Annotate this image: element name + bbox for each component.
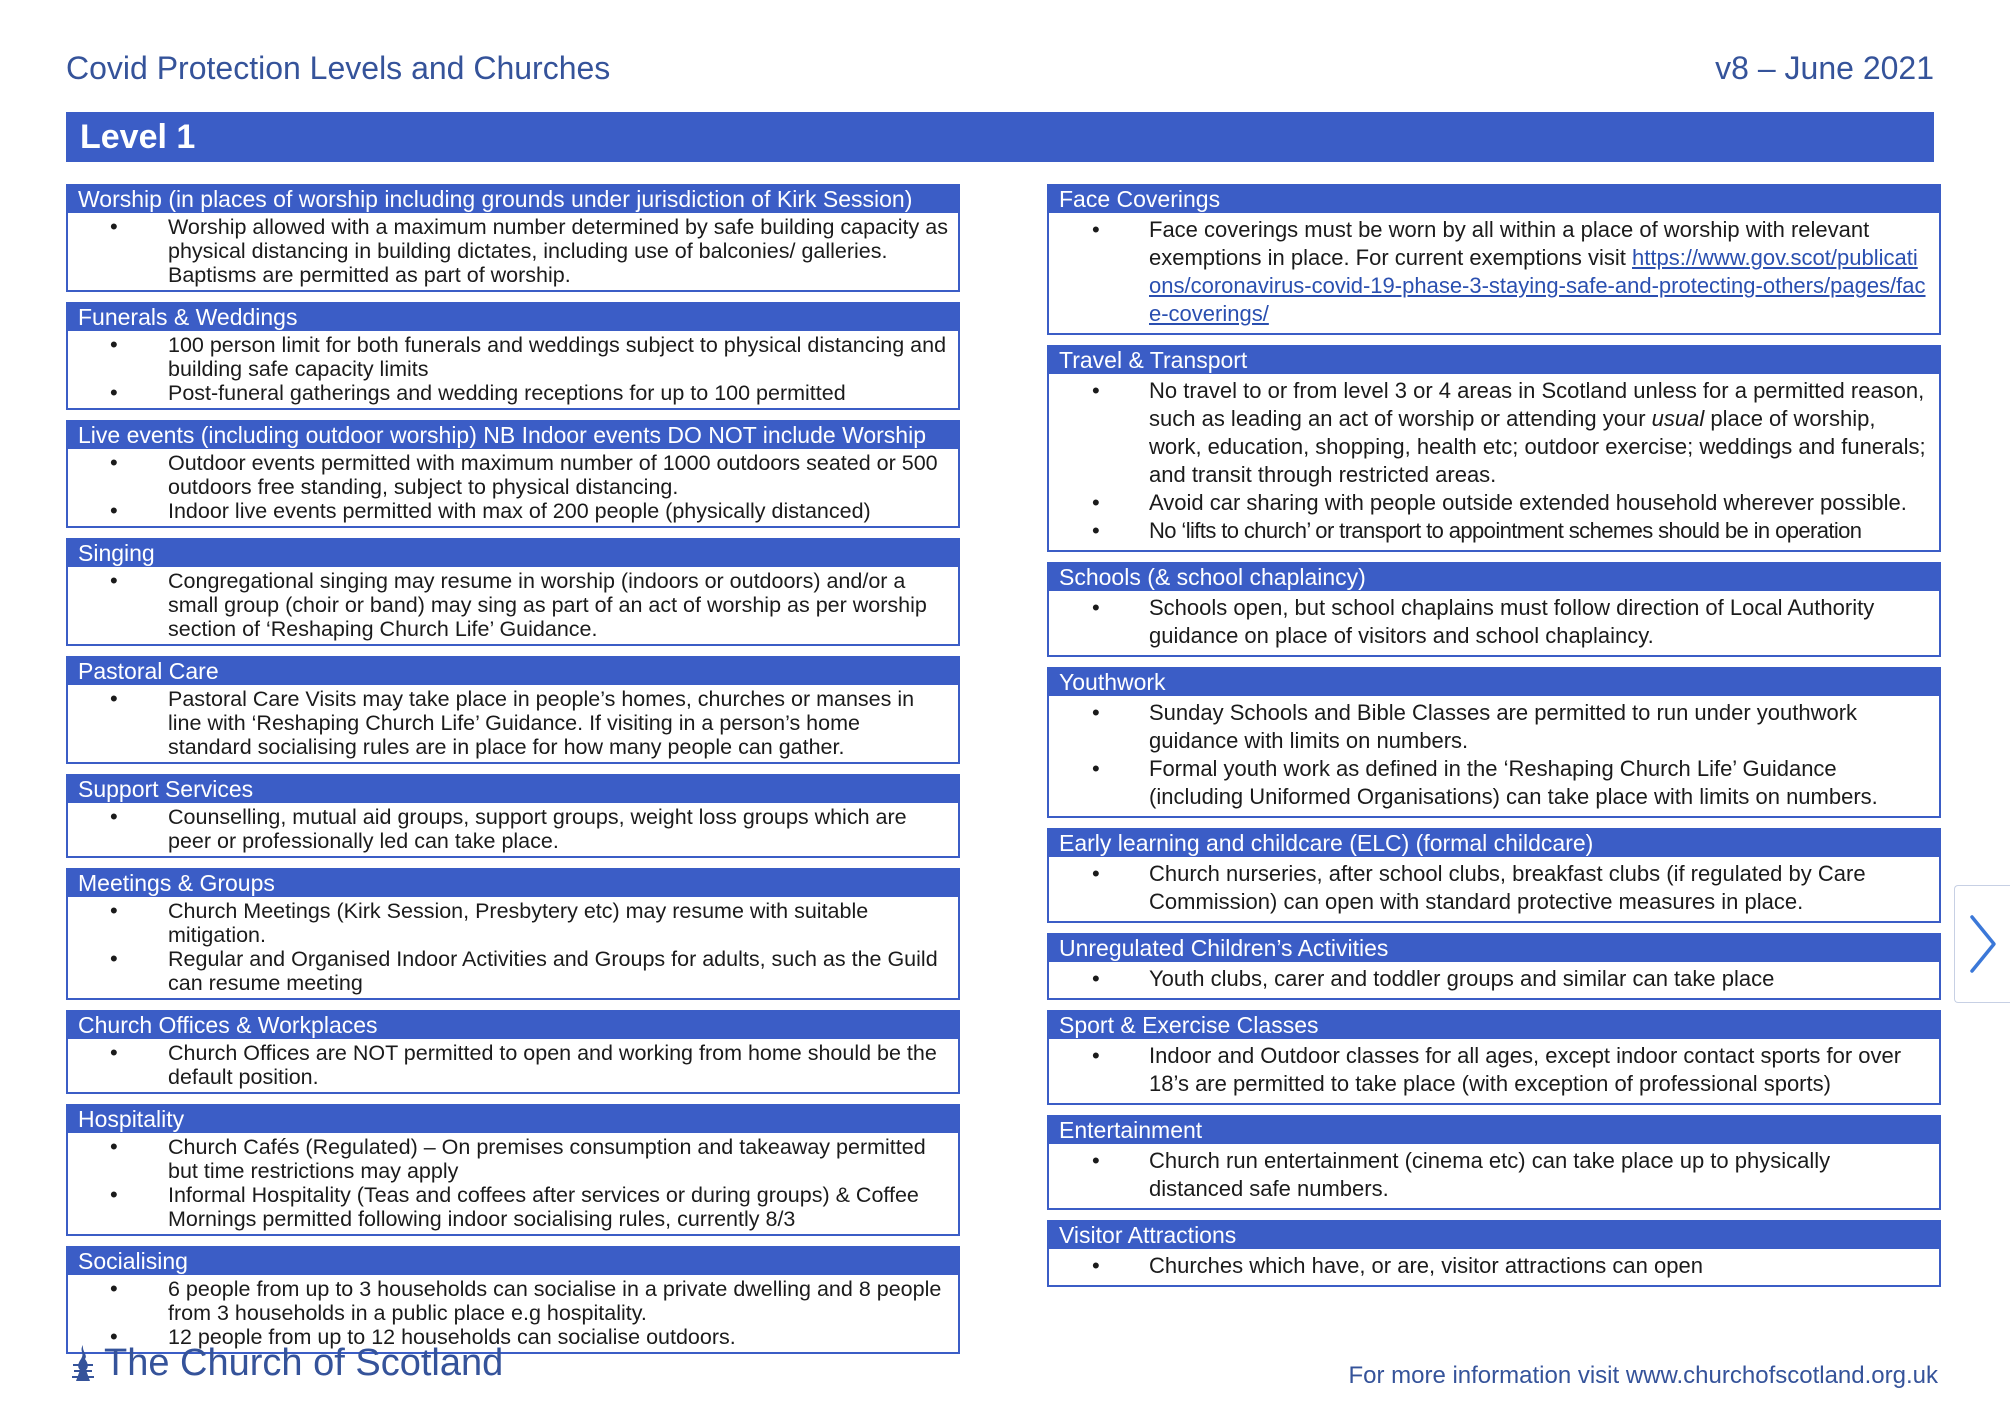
bullet-item: • Church Offices are NOT permitted to open and working from home should be the default position. <box>168 1041 948 1089</box>
bullet-item: • Schools open, but school chaplains must follow direction of Local Authority guidance on place of visitors and school chaplaincy. <box>1149 594 1929 650</box>
bullet-item: • Sunday Schools and Bible Classes are permitted to run under youthwork guidance with limits on numbers. <box>1149 699 1929 755</box>
bullet-item: • Regular and Organised Indoor Activities and Groups for adults, such as the Guild can resume meeting <box>168 947 948 995</box>
bullet-item: • Outdoor events permitted with maximum number of 1000 outdoors seated or 500 outdoors free standing, subject to physical distancing. <box>168 451 948 499</box>
section-live-events <box>66 420 960 528</box>
section-church-offices <box>66 1010 960 1094</box>
bullet-item: • Counselling, mutual aid groups, support groups, weight loss groups which are peer or professionally led can take place. <box>168 805 948 853</box>
bullet-item: • Post-funeral gatherings and wedding receptions for up to 100 permitted <box>168 381 948 405</box>
bullet-item: • Indoor and Outdoor classes for all ages, except indoor contact sports for over 18’s are permitted to take place (with exception of professional sports) <box>1149 1042 1929 1098</box>
document-version: v8 – June 2021 <box>1715 50 1934 86</box>
bullet-item: • 100 person limit for both funerals and weddings subject to physical distancing and building safe capacity limits <box>168 333 948 381</box>
bullet-item: • Church Cafés (Regulated) – On premises consumption and takeaway permitted but time restrictions may apply <box>168 1135 948 1183</box>
section-heading: Hospitality <box>68 1106 958 1133</box>
bullet-item: • Congregational singing may resume in worship (indoors or outdoors) and/or a small group (choir or band) may sing as part of an act of worship as per worship section of ‘Reshaping Church Life’ Guidance. <box>168 569 948 641</box>
section-support-services <box>66 774 960 858</box>
bullet-item: • Churches which have, or are, visitor attractions can open <box>1149 1252 1929 1280</box>
logo-text: The Church of Scotland <box>104 1341 504 1384</box>
section-sport-exercise <box>1047 1010 1941 1105</box>
section-heading: Socialising <box>68 1248 958 1275</box>
section-heading: Worship (in places of worship including grounds under jurisdiction of Kirk Session) <box>68 186 958 213</box>
burning-bush-icon <box>68 1343 98 1383</box>
section-heading: Travel & Transport <box>1049 347 1939 374</box>
section-youthwork <box>1047 667 1941 818</box>
chevron-right-icon <box>1966 913 2000 975</box>
section-heading: Live events (including outdoor worship) NB Indoor events DO NOT include Worship <box>68 422 958 449</box>
section-heading: Support Services <box>68 776 958 803</box>
section-heading: Entertainment <box>1049 1117 1939 1144</box>
bullet-item: • No ‘lifts to church’ or transport to appointment schemes should be in operation <box>1149 517 1929 545</box>
bullet-item: • Indoor live events permitted with max of 200 people (physically distanced) <box>168 499 948 523</box>
section-heading: Singing <box>68 540 958 567</box>
section-travel-transport <box>1047 345 1941 552</box>
next-page-button[interactable] <box>1954 885 2010 1003</box>
bullet-item: • Formal youth work as defined in the ‘Reshaping Church Life’ Guidance (including Uniformed Organisations) can take place with limits on numbers. <box>1149 755 1929 811</box>
bullet-item: • Pastoral Care Visits may take place in people’s homes, churches or manses in line with ‘Reshaping Church Life’ Guidance. If visiting in a person’s home standard socialising rules are in place for how many people can gather. <box>168 687 948 759</box>
section-heading: Youthwork <box>1049 669 1939 696</box>
section-heading: Face Coverings <box>1049 186 1939 213</box>
section-heading: Meetings & Groups <box>68 870 958 897</box>
bullet-item: • 12 people from up to 12 households can socialise outdoors. <box>168 1325 948 1349</box>
section-heading: Schools (& school chaplaincy) <box>1049 564 1939 591</box>
face-coverings-link[interactable]: https://www.gov.scot/publications/coronavirus-covid-19-phase-3-staying-safe-and-protecting-others/pages/face-coverings/ <box>1149 245 1926 326</box>
section-unregulated-activities <box>1047 933 1941 1000</box>
section-entertainment <box>1047 1115 1941 1210</box>
bullet-item: • Informal Hospitality (Teas and coffees after services or during groups) & Coffee Mornings permitted following indoor socialising rules, currently 8/3 <box>168 1183 948 1231</box>
bullet-item <box>1149 377 1929 489</box>
section-visitor-attractions <box>1047 1220 1941 1287</box>
level-banner: Level 1 <box>66 112 1934 162</box>
bullet-item: • 6 people from up to 3 households can socialise in a private dwelling and 8 people from 3 households in a public place e.g hospitality. <box>168 1277 948 1325</box>
section-pastoral-care <box>66 656 960 764</box>
section-heading: Funerals & Weddings <box>68 304 958 331</box>
bullet-item: • Church Meetings (Kirk Session, Presbytery etc) may resume with suitable mitigation. <box>168 899 948 947</box>
bullet-item: • Church nurseries, after school clubs, breakfast clubs (if regulated by Care Commission) can open with standard protective measures in place. <box>1149 860 1929 916</box>
bullet-item: • Worship allowed with a maximum number determined by safe building capacity as physical distancing in building dictates, including use of balconies/ galleries. Baptisms are permitted as part of worship. <box>168 215 948 287</box>
section-funerals-weddings <box>66 302 960 410</box>
section-heading: Church Offices & Workplaces <box>68 1012 958 1039</box>
section-socialising <box>66 1246 960 1354</box>
church-of-scotland-logo <box>68 1340 503 1386</box>
right-column <box>1047 184 1941 1297</box>
section-heading: Unregulated Children’s Activities <box>1049 935 1939 962</box>
bullet-item <box>1149 216 1929 328</box>
section-singing <box>66 538 960 646</box>
footer-info[interactable]: For more information visit www.churchofscotland.org.uk <box>1348 1362 1938 1389</box>
section-worship <box>66 184 960 292</box>
section-heading: Early learning and childcare (ELC) (formal childcare) <box>1049 830 1939 857</box>
section-schools <box>1047 562 1941 657</box>
bullet-emphasis: usual <box>1651 406 1705 431</box>
bullet-item: • Church run entertainment (cinema etc) can take place up to physically distanced safe numbers. <box>1149 1147 1929 1203</box>
document-title: Covid Protection Levels and Churches <box>66 50 611 86</box>
left-column <box>66 184 960 1364</box>
section-heading: Sport & Exercise Classes <box>1049 1012 1939 1039</box>
bullet-text: Face coverings must be worn by all within a place of worship with relevant exemptions in place. For current exemptions visit <box>1149 217 1870 270</box>
section-face-coverings <box>1047 184 1941 335</box>
section-hospitality <box>66 1104 960 1236</box>
section-heading: Visitor Attractions <box>1049 1222 1939 1249</box>
bullet-item: • Avoid car sharing with people outside extended household wherever possible. <box>1149 489 1929 517</box>
section-meetings-groups <box>66 868 960 1000</box>
bullet-text: No travel to or from level 3 or 4 areas in Scotland unless for a permitted reason, such as leading an act of worship or attending your <box>1149 378 1925 431</box>
section-early-learning <box>1047 828 1941 923</box>
bullet-item: • Youth clubs, carer and toddler groups and similar can take place <box>1149 965 1929 993</box>
section-heading: Pastoral Care <box>68 658 958 685</box>
bullet-text: place of worship, work, education, shopping, health etc; outdoor exercise; weddings and funerals; and transit through restricted areas. <box>1149 406 1926 487</box>
